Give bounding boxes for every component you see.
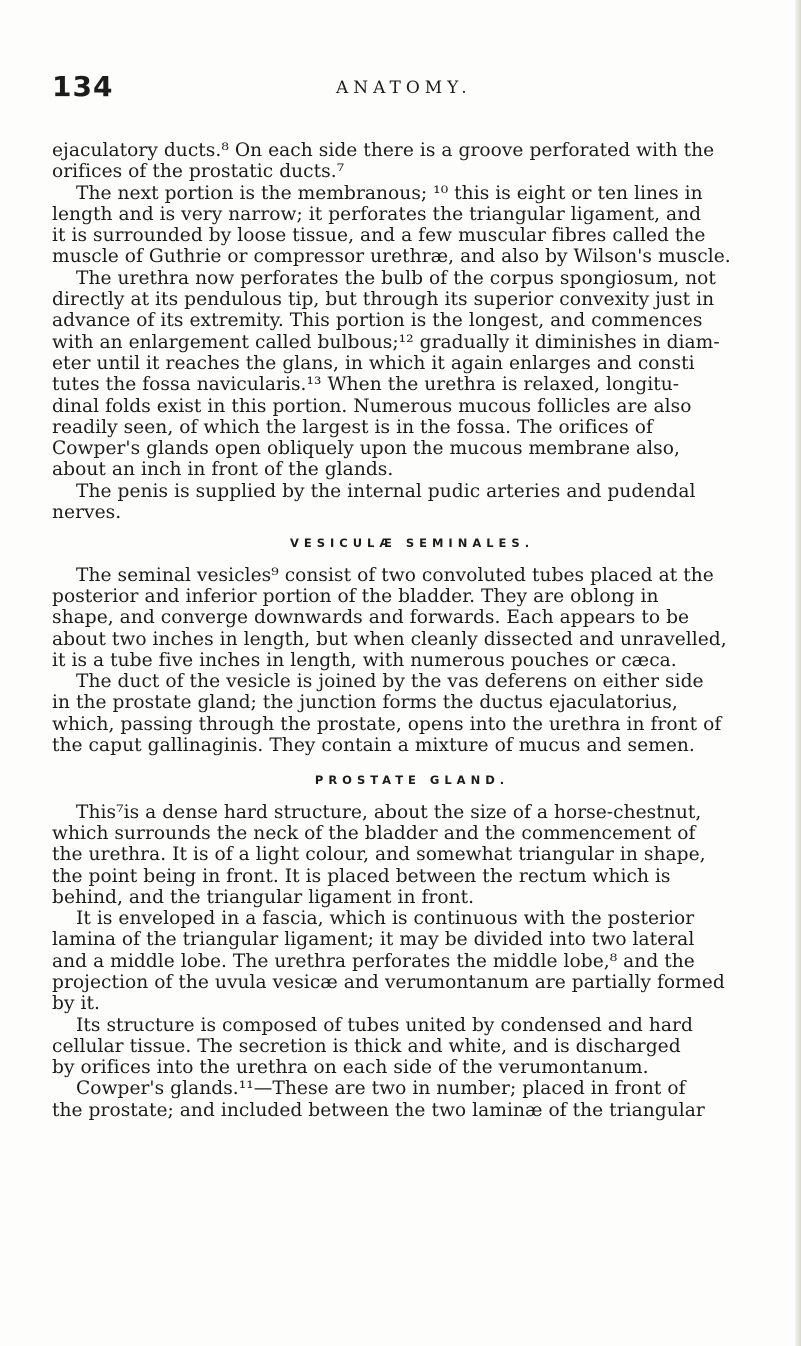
text-line: projection of the uvula vesicæ and verumontanum are partially formed	[52, 971, 725, 993]
text-line: nerves.	[52, 502, 122, 524]
text-line: orifices of the prostatic ducts.⁷	[52, 161, 345, 183]
text-line: ejaculatory ducts.⁸ On each side there is a groove perforated with the	[52, 140, 715, 161]
spacer	[52, 555, 772, 565]
text-line: tutes the fossa navicularis.¹³ When the urethra is relaxed, longitu-	[52, 374, 680, 396]
section-heading: PROSTATE GLAND.	[314, 773, 510, 788]
text-line: The duct of the vesicle is joined by the vas deferens on either side	[76, 671, 704, 693]
body-text	[52, 140, 772, 1121]
text-line: about two inches in length, but when cleanly dissected and unravelled,	[52, 628, 727, 650]
text-line: by orifices into the urethra on each side of the verumontanum.	[52, 1057, 649, 1079]
text-line: the point being in front. It is placed between the rectum which is	[52, 865, 671, 887]
text-line: in the prostate gland; the junction forms the ductus ejaculatorius,	[52, 692, 678, 714]
text-line: Cowper's glands open obliquely upon the mucous membrane also,	[52, 438, 680, 460]
text-line: It is enveloped in a fascia, which is continuous with the posterior	[76, 908, 695, 930]
text-line: which, passing through the prostate, opens into the urethra in front of	[52, 713, 722, 735]
text-line: about an inch in front of the glands.	[52, 459, 394, 481]
text-line: This⁷is a dense hard structure, about the size of a horse-chestnut,	[76, 801, 702, 823]
text-line: readily seen, of which the largest is in the fossa. The orifices of	[52, 416, 653, 438]
text-line: The next portion is the membranous; ¹⁰ this is eight or ten lines in	[76, 182, 703, 204]
text-line: dinal folds exist in this portion. Numerous mucous follicles are also	[52, 395, 692, 417]
text-line: the caput gallinaginis. They contain a mixture of mucus and semen.	[52, 735, 695, 757]
page-header	[52, 70, 772, 110]
text-line: the prostate; and included between the two laminæ of the triangular	[52, 1099, 705, 1121]
text-line: Cowper's glands.¹¹—These are two in number; placed in front of	[76, 1078, 686, 1100]
text-line: The seminal vesicles⁹ consist of two convoluted tubes placed at the	[76, 564, 714, 586]
text-line: with an enlargement called bulbous;¹² gradually it diminishes in diam-	[52, 331, 720, 353]
text-line: posterior and inferior portion of the bladder. They are oblong in	[52, 585, 659, 607]
text-line: directly at its pendulous tip, but through its superior convexity just in	[52, 289, 715, 311]
spacer	[52, 523, 772, 533]
text-line: behind, and the triangular ligament in front.	[52, 886, 475, 908]
text-line: length and is very narrow; it perforates the triangular ligament, and	[52, 203, 702, 225]
spacer	[52, 792, 772, 802]
section-heading: VESICULÆ SEMINALES.	[289, 536, 535, 551]
running-head: ANATOMY.	[336, 78, 472, 98]
text-line: advance of its extremity. This portion is the longest, and commences	[52, 310, 703, 332]
text-line: shape, and converge downwards and forwards. Each appears to be	[52, 607, 690, 629]
scan-edge-shadow	[795, 0, 801, 1346]
text-line: lamina of the triangular ligament; it may be divided into two lateral	[52, 929, 695, 951]
text-line: which surrounds the neck of the bladder and the commencement of	[52, 822, 696, 844]
text-line: it is surrounded by loose tissue, and a few muscular fibres called the	[52, 225, 706, 247]
text-line: the urethra. It is of a light colour, and somewhat triangular in shape,	[52, 844, 706, 866]
text-line: it is a tube five inches in length, with numerous pouches or cæca.	[52, 649, 677, 671]
text-line: muscle of Guthrie or compressor urethræ, and also by Wilson's muscle.	[52, 246, 731, 268]
text-line: cellular tissue. The secretion is thick and white, and is discharged	[52, 1035, 681, 1057]
text-line: Its structure is composed of tubes united by condensed and hard	[76, 1014, 693, 1036]
text-line: The urethra now perforates the bulb of the corpus spongiosum, not	[76, 267, 716, 289]
text-line: and a middle lobe. The urethra perforates the middle lobe,⁸ and the	[52, 950, 695, 972]
page-number: 134	[52, 70, 114, 103]
text-line: eter until it reaches the glans, in which it again enlarges and consti	[52, 352, 695, 374]
text-line: The penis is supplied by the internal pudic arteries and pudendal	[76, 480, 696, 502]
spacer	[52, 756, 772, 770]
text-line: by it.	[52, 993, 100, 1015]
